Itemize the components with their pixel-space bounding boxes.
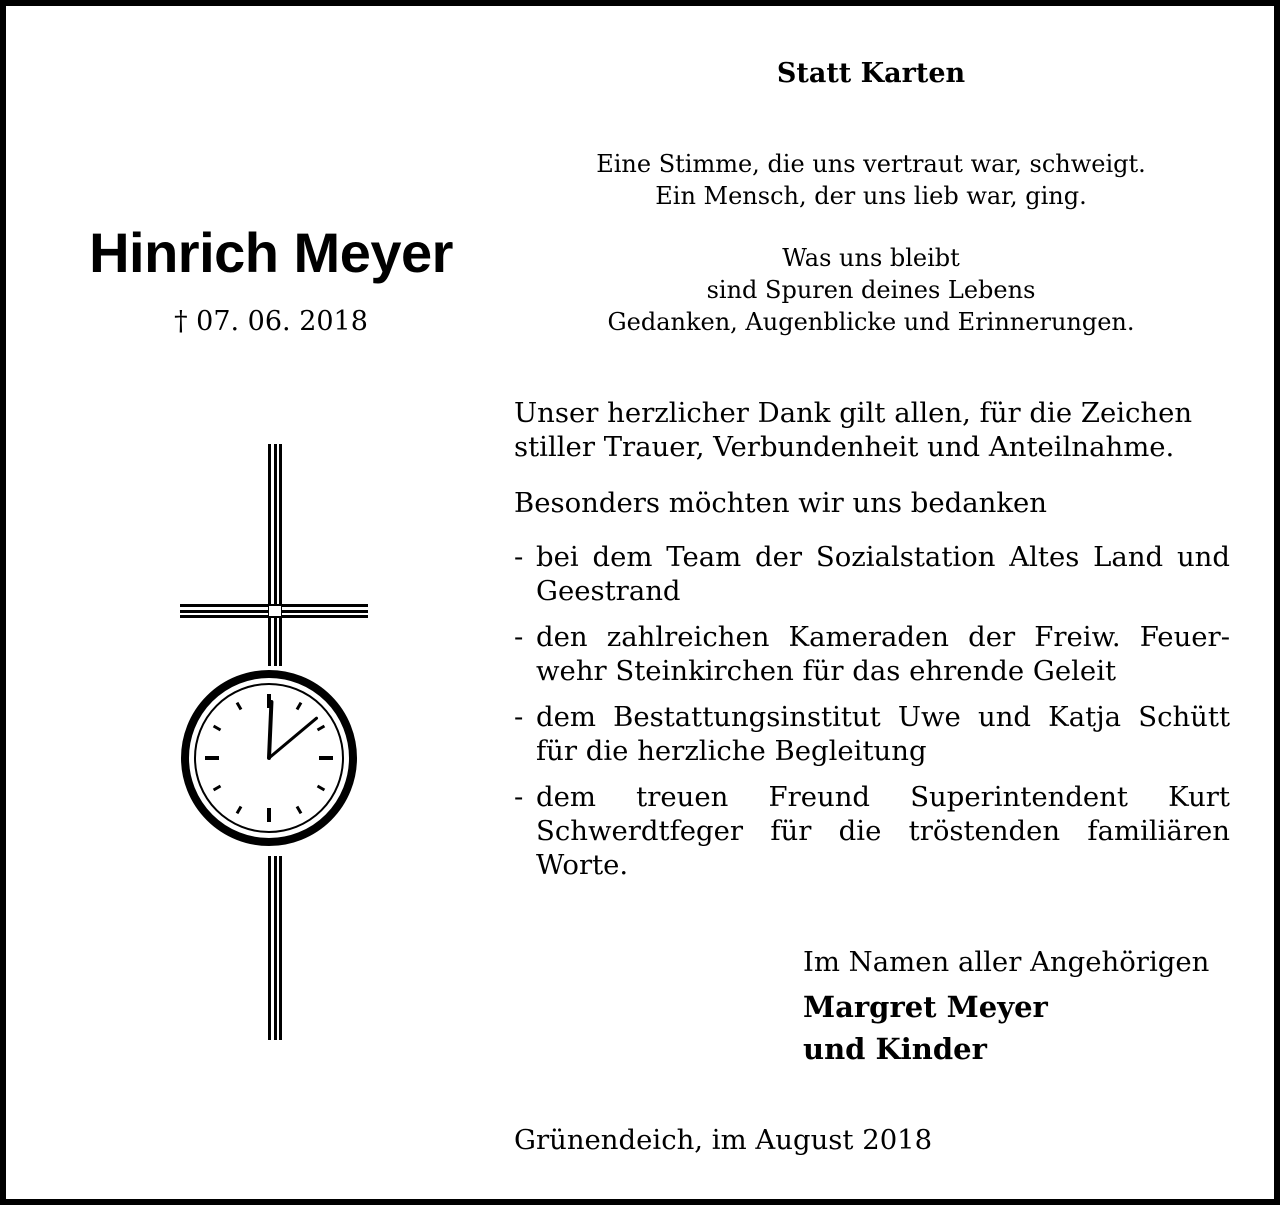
thanks-intro: Unser herzlicher Dank gilt allen, für die Zeichen stiller Trauer, Verbundenheit und Anteilnahme. [514, 397, 1193, 463]
poem-line: sind Spuren deines Lebens [706, 276, 1036, 304]
poem [526, 148, 1216, 338]
list-item [514, 620, 1230, 688]
poem-stanza-2 [526, 242, 1216, 338]
list-bullet: - [514, 621, 524, 653]
thanks-section [514, 396, 1230, 894]
cross-with-clock-symbol [166, 436, 386, 1046]
deceased-name: Hinrich Meyer [89, 221, 453, 284]
list-item [514, 540, 1230, 608]
list-bullet: - [514, 541, 524, 573]
signature-block [803, 944, 1243, 1070]
list-item [514, 700, 1230, 768]
signature-names [803, 986, 1243, 1070]
poem-line: Gedanken, Augenblicke und Erinnerungen. [607, 308, 1135, 336]
thanks-list [514, 540, 1230, 882]
poem-line: Was uns bleibt [782, 244, 960, 272]
poem-line: Ein Mensch, der uns lieb war, ging. [655, 182, 1087, 210]
signature-name: Margret Meyer [803, 990, 1048, 1024]
thanks-lead: Besonders möchten wir uns bedanken [514, 487, 1048, 519]
notice-heading: Statt Karten [776, 58, 966, 89]
signature-line: Im Namen aller Angehörigen [803, 946, 1210, 978]
signature-name: und Kinder [803, 1032, 987, 1066]
list-bullet: - [514, 781, 524, 813]
clock-icon [185, 674, 353, 842]
list-item [514, 780, 1230, 882]
list-bullet: - [514, 701, 524, 733]
poem-line: Eine Stimme, die uns vertraut war, schweigt. [596, 150, 1146, 178]
clock-hour-hand [269, 702, 271, 758]
place-and-date: Grünendeich, im August 2018 [514, 1124, 933, 1156]
list-item-text: bei dem Team der Sozialstation Altes Land und Geestrand [536, 541, 1230, 607]
death-date: † 07. 06. 2018 [174, 306, 368, 337]
list-item-text: dem treuen Freund Superintendent Kurt Schwerdtfeger für die tröstenden familiären Worte. [536, 781, 1230, 881]
list-item-text: den zahlreichen Kameraden der Freiw. Feuerwehr Steinkirchen für das ehrende Geleit [536, 621, 1230, 687]
list-item-text: dem Bestattungsinstitut Uwe und Katja Schütt für die herzliche Begleitung [536, 701, 1230, 767]
poem-stanza-1 [526, 148, 1216, 212]
